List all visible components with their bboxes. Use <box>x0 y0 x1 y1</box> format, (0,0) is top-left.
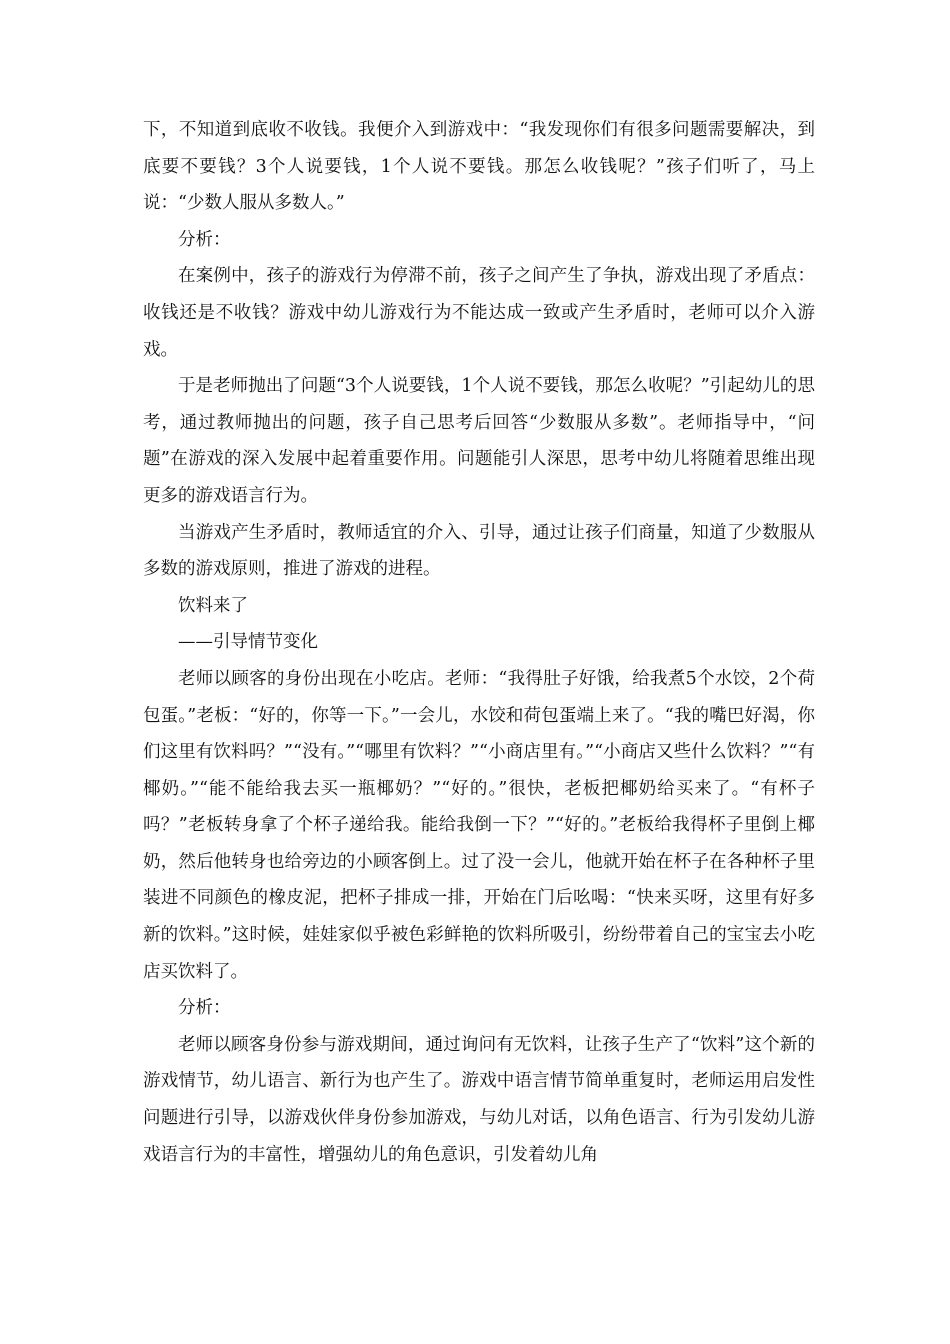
analysis-paragraph-1: 在案例中，孩子的游戏行为停滞不前，孩子之间产生了争执，游戏出现了矛盾点：收钱还是不收钱？游戏中幼儿游戏行为不能达成一致或产生矛盾时，老师可以介入游戏。 <box>143 266 815 360</box>
analysis-paragraph-3: 当游戏产生矛盾时，教师适宜的介入、引导，通过让孩子们商量，知道了少数服从多数的游戏原则，推进了游戏的进程。 <box>143 522 815 580</box>
analysis-heading-1: 分析： <box>178 229 231 250</box>
case-paragraph: 老师以顾客的身份出现在小吃店。老师：“我得肚子好饿，给我煮5个水饺，2个荷包蛋。”老板：“好的，你等一下。”一会儿，水饺和荷包蛋端上来了。“我的嘴巴好渴，你们这里有饮料吗？”“没有。”“哪里有饮料？”“小商店里有。”“小商店又些什么饮料？”“有椰奶。”“能不能给我去买一瓶椰奶？”“好的。”很快，老板把椰奶给买来了。“有杯子吗？”老板转身拿了个杯子递给我。能给我倒一下？”“好的。”老板给我得杯子里倒上椰奶，然后他转身也给旁边的小顾客倒上。过了没一会儿，他就开始在杯子在各种杯子里装进不同颜色的橡皮泥，把杯子排成一排，开始在门后吆喝：“快来买呀，这里有好多新的饮料。”这时候，娃娃家似乎被色彩鲜艳的饮料所吸引，纷纷带着自己的宝宝去小吃店买饮料了。 <box>143 668 815 982</box>
case-subtitle: ——引导情节变化 <box>178 632 318 653</box>
analysis-paragraph-2: 于是老师抛出了问题“3个人说要钱，1个人说不要钱，那怎么收呢？”引起幼儿的思考，通过教师抛出的问题，孩子自己思考后回答“少数服从多数”。老师指导中，“问题”在游戏的深入发展中起着重要作用。问题能引人深思，思考中幼儿将随着思维出现更多的游戏语言行为。 <box>143 376 815 506</box>
analysis-paragraph-4: 老师以顾客身份参与游戏期间，通过询问有无饮料，让孩子生产了“饮料”这个新的游戏情节，幼儿语言、新行为也产生了。游戏中语言情节简单重复时，老师运用启发性问题进行引导，以游戏伙伴身份参加游戏，与幼儿对话，以角色语言、行为引发幼儿游戏语言行为的丰富性，增强幼儿的角色意识，引发着幼儿角 <box>143 1034 815 1165</box>
document-page <box>143 112 815 1173</box>
paragraph-continuation: 下，不知道到底收不收钱。我便介入到游戏中：“我发现你们有很多问题需要解决，到底要不要钱？3个人说要钱，1个人说不要钱。那怎么收钱呢？”孩子们听了，马上说：“少数人服从多数人。” <box>143 120 815 214</box>
analysis-heading-2: 分析： <box>178 998 231 1019</box>
case-title: 饮料来了 <box>178 595 248 616</box>
